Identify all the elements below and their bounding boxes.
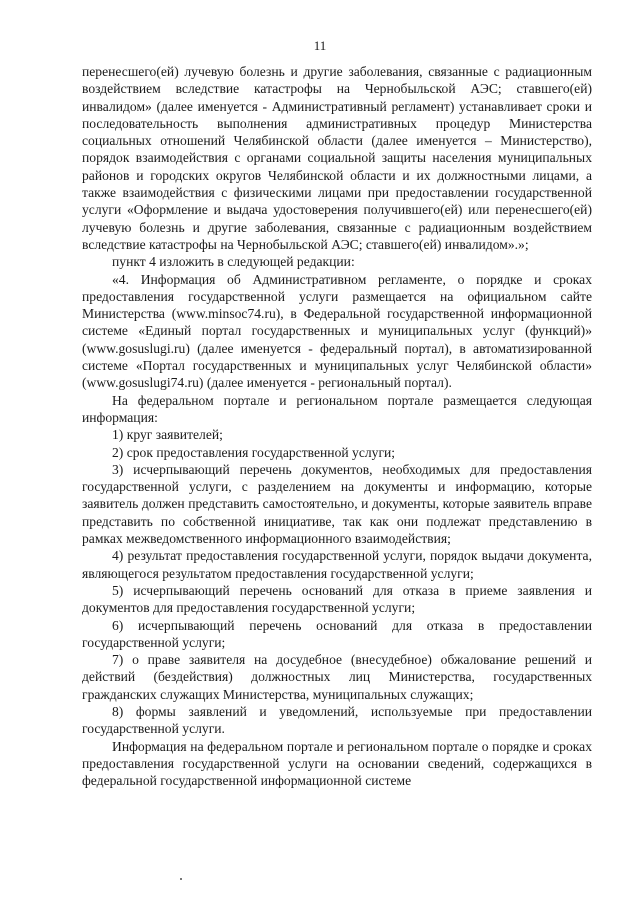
- paragraph: 3) исчерпывающий перечень документов, необходимых для предоставления государственной услуги, с разделением на документы и информацию, которые заявитель должен представить самостоятельно, и документы, которые заявитель вправе представить по собственной инициативе, так как они подлежат представлению в рамках межведомственного информационного взаимодействия;: [82, 461, 592, 547]
- paragraph: 5) исчерпывающий перечень оснований для отказа в приеме заявления и документов для предоставления государственной услуги;: [82, 582, 592, 616]
- scan-artifact-dot: [180, 878, 182, 880]
- paragraph: пункт 4 изложить в следующей редакции:: [112, 254, 355, 270]
- paragraph: 8) формы заявлений и уведомлений, используемые при предоставлении государственной услуги.: [82, 703, 592, 737]
- paragraph: перенесшего(ей) лучевую болезнь и другие заболевания, связанные с радиационным воздействием вследствие катастрофы на Чернобыльской АЭС; ставшего(ей) инвалидом» (далее именуется - Административный регламент) устанавливает сроки и последовательность выполнения административных процедур Министерства социальных отношений Челябинской области (далее именуется – Министерство), порядок взаимодействия с органами социальной защиты населения муниципальных районов и городских округов Челябинской области и их должностными лицами, а также взаимодействия с физическими лицами при предоставлении государственной услуги «Оформление и выдача удостоверения получившего(ей) или перенесшего(ей) лучевую болезнь и другие заболевания, связанные с радиационным воздействием вследствие катастрофы на Чернобыльской АЭС; ставшего(ей) инвалидом».»;: [82, 64, 592, 252]
- page-number: 11: [313, 38, 327, 53]
- paragraph: 4) результат предоставления государственной услуги, порядок выдачи документа, являющегося результатом предоставления государственной услуги;: [82, 548, 592, 581]
- paragraph: 1) круг заявителей;: [112, 427, 223, 443]
- paragraph: На федеральном портале и региональном портале размещается следующая информация:: [82, 392, 592, 425]
- paragraph: «4. Информация об Административном регламенте, о порядке и сроках предоставления государственной услуги размещается на официальном сайте Министерства (www.minsoc74.ru), в Федеральной государственной информационной системе «Единый портал государственных и муниципальных услуг (функций)» (www.gosuslugi.ru) (далее именуется - федеральный портал), в автоматизированной системе «Портал государственных и муниципальных услуг Челябинской области» (www.gosuslugi74.ru) (далее именуется - региональный портал).: [82, 271, 592, 391]
- paragraph: 2) срок предоставления государственной услуги;: [112, 444, 396, 460]
- paragraph: 7) о праве заявителя на досудебное (внесудебное) обжалование решений и действий (бездействия) должностных лиц Министерства, государственных гражданских служащих Министерства, муниципальных служащих;: [82, 652, 592, 702]
- paragraph: 6) исчерпывающий перечень оснований для отказа в предоставлении государственной услуги;: [82, 617, 592, 650]
- paragraph: Информация на федеральном портале и региональном портале о порядке и сроках предоставления государственной услуги на основании сведений, содержащихся в федеральной государственной информационной системе: [82, 738, 592, 789]
- document-body: [82, 63, 592, 789]
